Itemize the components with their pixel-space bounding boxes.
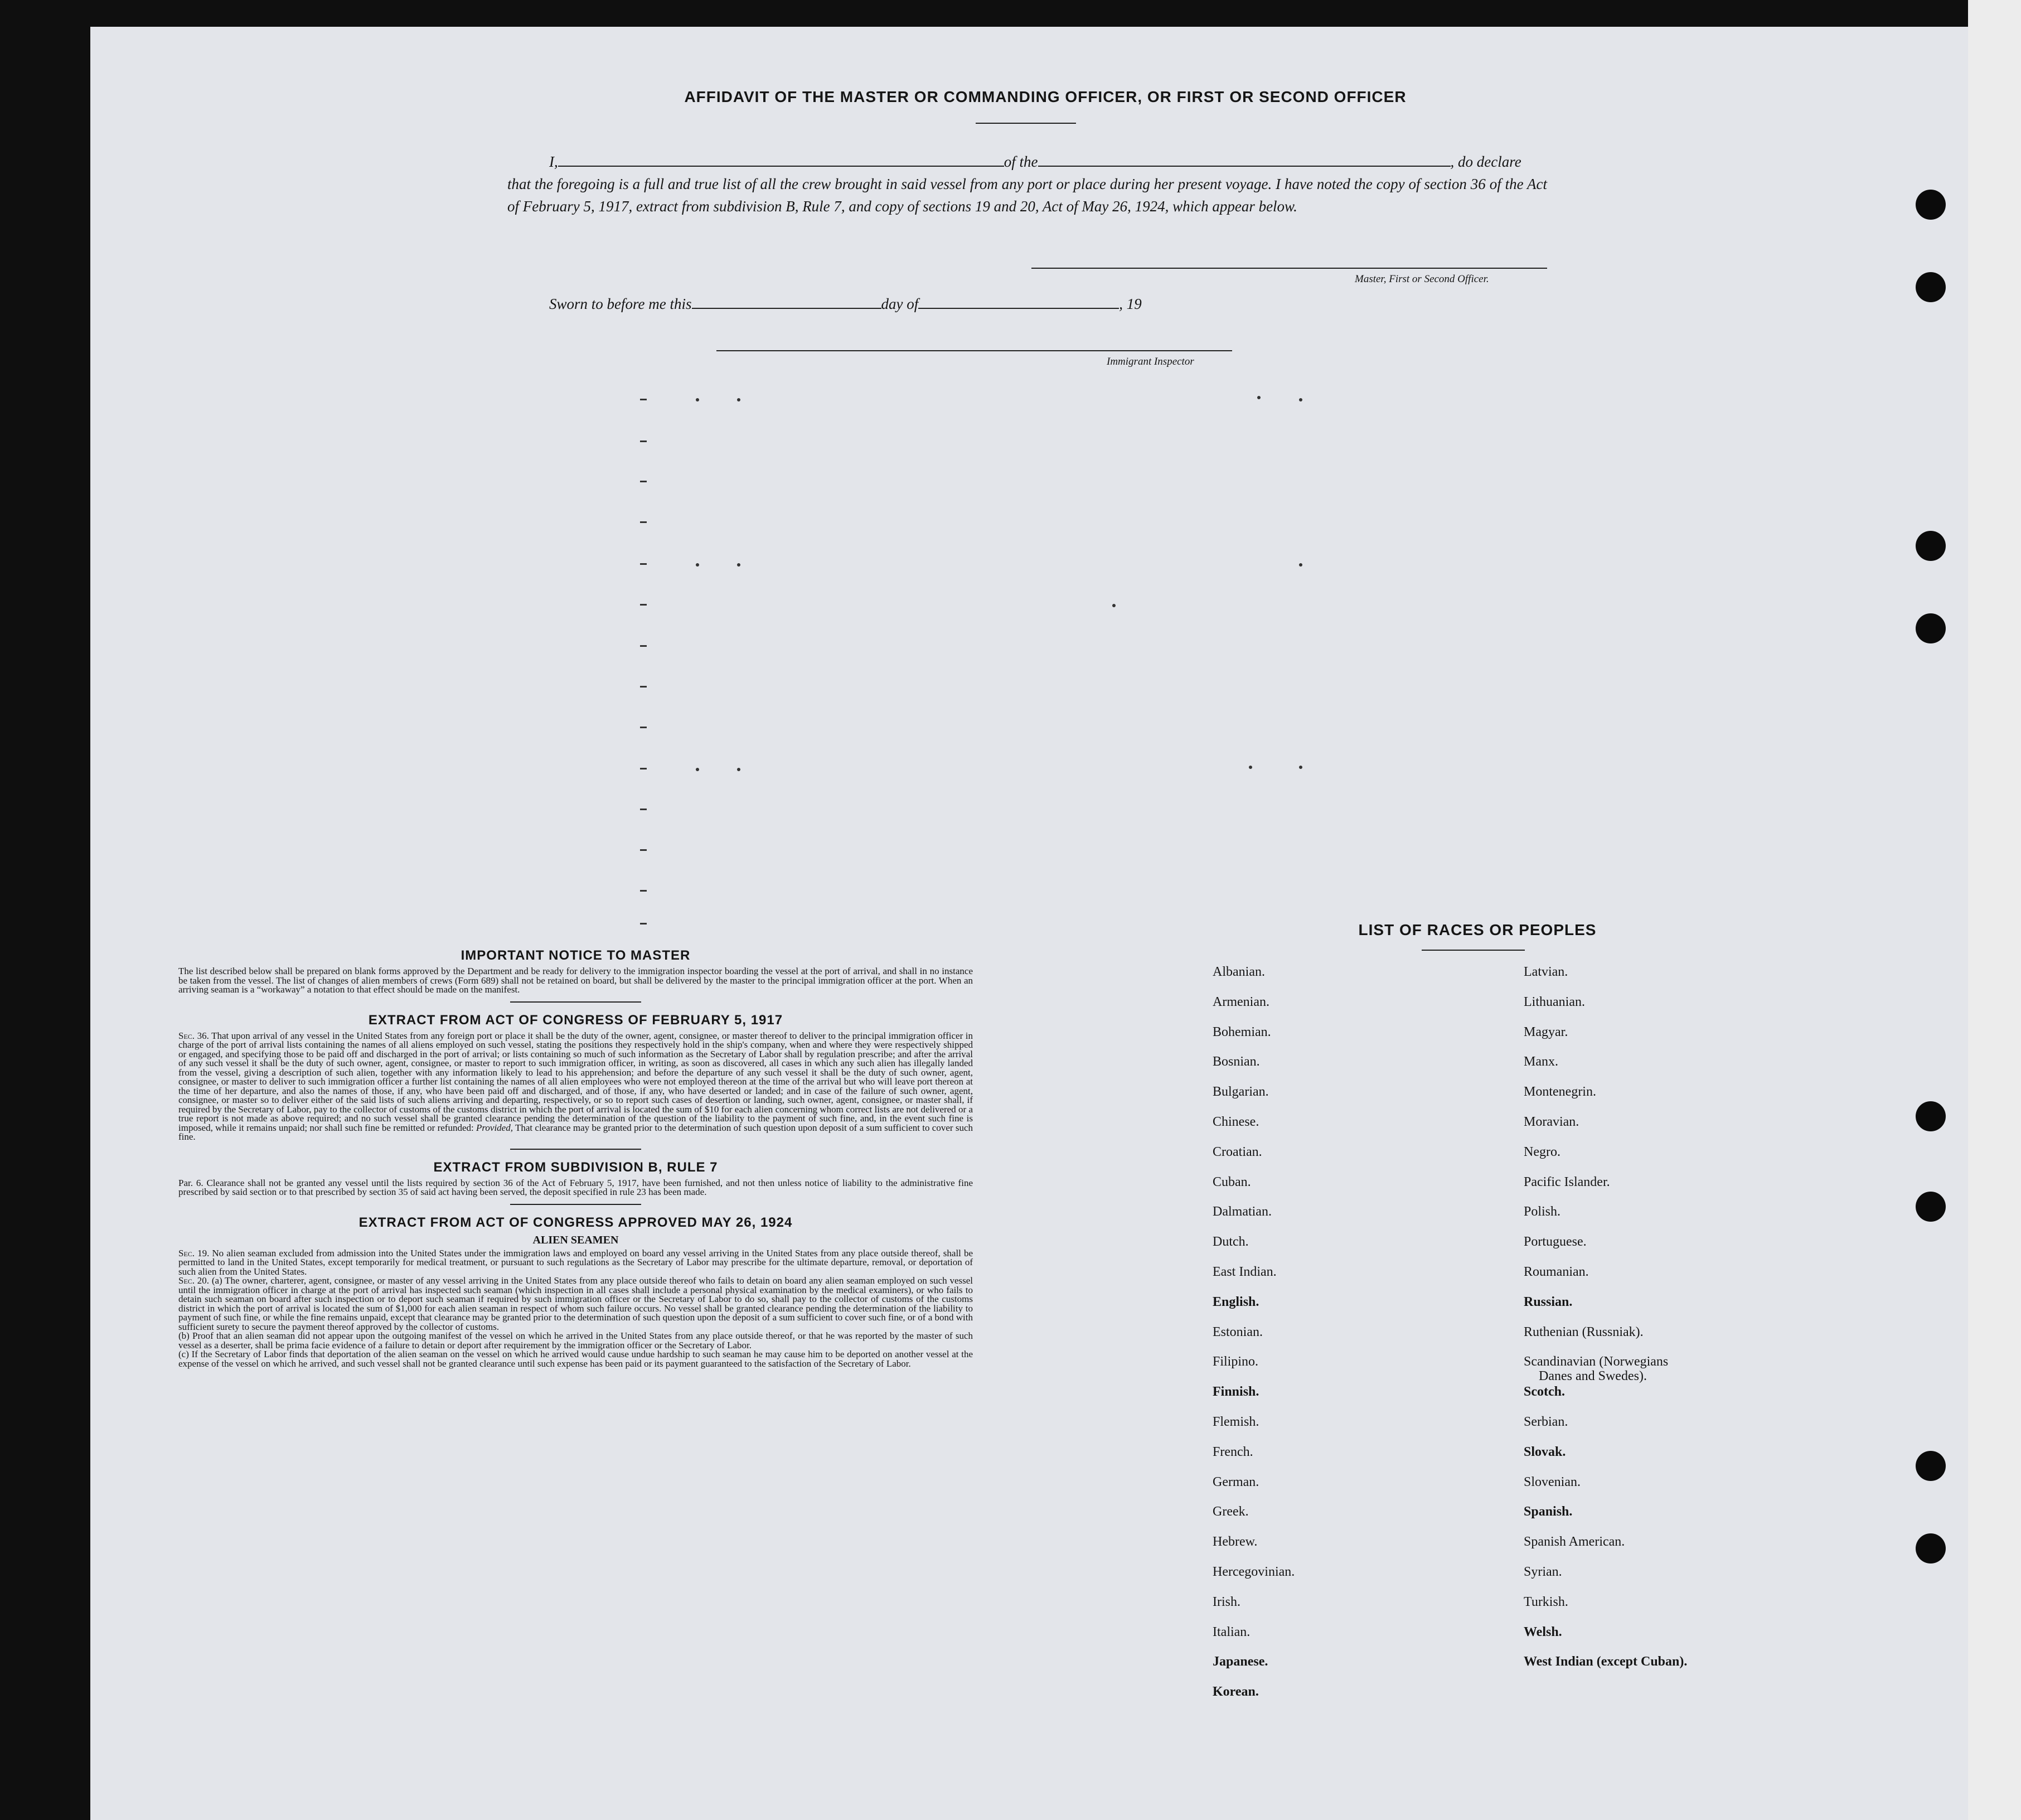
race-item: Chinese. xyxy=(1213,1115,1259,1129)
section-divider xyxy=(510,1149,641,1150)
declaration-text: that the foregoing is a full and true list of all the crew brought in said vessel from any port or place during her present voyage. I have noted the copy of section 36 of the Act of February 5, 1917, extract from subdivision B, Rule 7, and copy of sections 19 and 20, Act of May 26, 1924, which appear below. xyxy=(507,176,1547,215)
race-item: Montenegrin. xyxy=(1524,1085,1596,1100)
year-prefix: , 19 xyxy=(1119,296,1142,312)
race-item: Slovenian. xyxy=(1524,1474,1581,1489)
sworn-statement xyxy=(549,296,1142,313)
title-underline xyxy=(976,123,1076,124)
race-item: Japanese. xyxy=(1213,1654,1268,1669)
right-margin-strip xyxy=(1968,0,2021,1820)
race-item: Bohemian. xyxy=(1213,1024,1271,1039)
form-tick xyxy=(640,441,647,442)
extract-1917-text xyxy=(178,1032,973,1142)
race-item: Lithuanian. xyxy=(1524,994,1585,1009)
race-item: Ruthenian (Russniak). xyxy=(1524,1324,1644,1339)
punch-hole xyxy=(1916,272,1946,302)
form-dot xyxy=(1257,396,1261,399)
notice-text: The list described below shall be prepared on blank forms approved by the Department and be ready for delivery to the immigration inspector boarding the vessel at the port of arrival, and shall in no instance be taken from the vessel. The list of changes of alien members of crews (Form 689) shall not be retained on board, but shall be delivered by the master to the principal immigration officer at the port. When an arriving seaman is a “workaway” a notation to that effect should be made on the manifest. xyxy=(178,966,973,995)
section-divider xyxy=(510,1001,641,1003)
punch-hole xyxy=(1916,531,1946,561)
form-tick xyxy=(640,923,647,924)
race-item: Turkish. xyxy=(1524,1594,1568,1609)
form-tick xyxy=(640,890,647,892)
extract-1917-title: EXTRACT FROM ACT OF CONGRESS OF FEBRUARY 5, 1917 xyxy=(368,1012,783,1028)
sec-20c-text: (c) If the Secretary of Labor finds that deportation of the alien seaman on the vessel on which he arrived would cause undue hardship to such seaman he may cause him to be deported on another vessel at the expense of the vessel on which he arrived, and such vessel shall not be granted clearance until such expense has been paid or its payment guaranteed to the satisfaction of the Secretary of Labor. xyxy=(178,1349,973,1369)
race-item: Manx. xyxy=(1524,1054,1558,1069)
day-of-label: day of xyxy=(881,296,919,312)
form-dot xyxy=(1249,766,1252,769)
form-dot xyxy=(696,563,699,567)
race-item: Welsh. xyxy=(1524,1624,1562,1639)
race-item: Dutch. xyxy=(1213,1235,1249,1250)
race-item: Finnish. xyxy=(1213,1385,1259,1400)
affidavit-title: AFFIDAVIT OF THE MASTER OR COMMANDING OFFICER, OR FIRST OR SECOND OFFICER xyxy=(684,88,1407,105)
sworn-month-field[interactable] xyxy=(918,296,1119,309)
sec-20a-body: (a) The owner, charterer, agent, consignee, or master of any vessel arriving in the United States from any place outside thereof who fails to detain on board any alien seaman employed on such vessel until the immigration officer in charge at the port of arrival has inspected such seaman (which inspection in all cases shall include a personal physical examination by the medical examiners), or who fails to detain such seaman on board after such inspection or to deport such seaman if required by such immigration officer or the Secretary of Labor to do so, shall pay to the collector of customs of the customs district in which the port of arrival is located the sum of $1,000 for each alien seaman in respect of whom such failure occurs. No vessel shall be granted clearance pending the determination of the liability to payment of such fine, or while the fine remains unpaid, except that clearance may be granted prior to the determination of such question upon the deposit of a sum sufficient to cover such fine, or of a bond with sufficient surety to secure the payment thereof approved by the collector of customs. xyxy=(178,1275,973,1332)
punch-hole xyxy=(1916,1192,1946,1222)
punch-hole xyxy=(1916,613,1946,643)
race-item: Dalmatian. xyxy=(1213,1204,1272,1219)
sec-19-text xyxy=(178,1249,973,1277)
race-item: Irish. xyxy=(1213,1594,1240,1609)
sec-20-label: Sec. 20. xyxy=(178,1275,210,1286)
punch-hole xyxy=(1916,1101,1946,1131)
sec-20a-text xyxy=(178,1276,973,1332)
form-tick xyxy=(640,399,647,400)
race-item: Croatian. xyxy=(1213,1144,1262,1159)
race-item: Negro. xyxy=(1524,1144,1560,1159)
race-item: Flemish. xyxy=(1213,1415,1259,1429)
rule-7-title: EXTRACT FROM SUBDIVISION B, RULE 7 xyxy=(433,1159,718,1175)
master-signature-label: Master, First or Second Officer. xyxy=(1355,273,1489,285)
form-tick xyxy=(640,563,647,565)
sec-36-label: Sec. 36. xyxy=(178,1030,209,1041)
race-item: German. xyxy=(1213,1474,1259,1489)
vessel-name-field[interactable] xyxy=(1038,153,1451,167)
race-item: Estonian. xyxy=(1213,1324,1263,1339)
punch-hole xyxy=(1916,1451,1946,1481)
race-item: Bulgarian. xyxy=(1213,1085,1269,1100)
sworn-day-field[interactable] xyxy=(692,296,881,309)
form-tick xyxy=(640,604,647,606)
race-item: Polish. xyxy=(1524,1204,1561,1219)
sec-19-body: No alien seaman excluded from admission into the United States under the immigration laws and employed on board any vessel arriving in the United States from any place outside thereof, shall be permitted to land in the United States, except temporarily for medical treatment, or pursuant to such regulations as the Secretary of Labor may prescribe for the ultimate departure, removal, or deportation of such alien from the United States. xyxy=(178,1247,973,1277)
sec-36-body: That upon arrival of any vessel in the United States from any foreign port or place it shall be the duty of the owner, agent, consignee, or master thereof to deliver to the principal immigration officer in charge of the port of arrival lists containing the names of all aliens employed on such vessel, stating the positions they respectively hold in the ship's company, when and where they were respectively shipped or engaged, and specifying those to be paid off and discharged in the port of arrival; or lists containing so much of such information as the Secretary of Labor shall by regulation prescribe; and after the arrival of any such vessel it shall be the duty of such owner, agent, consignee, or master to report to such immigration officer, in writing, as soon as discovered, all cases in which any such alien has illegally landed from the vessel, giving a description of such alien, together with any information likely to lead to his apprehension; and before the departure of any such vessel it shall be the duty of such owner, agent, consignee, or master to deliver to such immigration officer a further list containing the names of all alien employees who were not employed thereon at the time of the arrival but who will leave port thereon at the time of her departure, and also the names of those, if any, who have been paid off and discharged, and of those, if any, who have deserted or landed; and in case of the failure of such owner, agent, consignee, or master so to deliver either of the said lists of such aliens arriving and departing, respectively, or so to report such cases of desertion or landing, such owner, agent, consignee, or master shall, if required by the Secretary of Labor, pay to the collector of customs of the customs district in which the port of arrival is located the sum of $10 for each alien concerning whom correct lists are not delivered or a true report is not made as above required; and no such vessel shall be granted clearance pending the determination of the question of the liability to the payment of such fine, and, in the event such fine is imposed, while it remains unpaid; nor shall such fine be remitted or refunded: xyxy=(178,1030,973,1133)
race-item: Serbian. xyxy=(1524,1415,1568,1429)
form-tick xyxy=(640,686,647,688)
form-tick xyxy=(640,481,647,482)
rule-7-text: Par. 6. Clearance shall not be granted any vessel until the lists required by section 36 of the Act of February 5, 1917, have been furnished, and not then unless notice of liability to the administrative fine prescribed by said section or to that prescribed by section 35 of said act having been served, the deposit specified in rule 23 has been made. xyxy=(178,1177,973,1197)
form-tick xyxy=(640,521,647,523)
race-item: Magyar. xyxy=(1524,1024,1568,1039)
sworn-prefix: Sworn to before me this xyxy=(549,296,692,312)
affidavit-declaration xyxy=(507,151,1547,217)
form-dot xyxy=(737,398,740,401)
form-tick xyxy=(640,809,647,810)
form-tick xyxy=(640,768,647,769)
race-item: Pacific Islander. xyxy=(1524,1174,1610,1189)
notice-title: IMPORTANT NOTICE TO MASTER xyxy=(461,948,691,963)
race-item: Scotch. xyxy=(1524,1385,1565,1400)
race-item: East Indian. xyxy=(1213,1265,1277,1279)
race-item: Danes and Swedes). xyxy=(1539,1369,1647,1384)
master-signature-line[interactable] xyxy=(1031,268,1547,269)
section-divider xyxy=(510,1204,641,1205)
race-item: Russian. xyxy=(1524,1294,1573,1309)
alien-seamen-subtitle: ALIEN SEAMEN xyxy=(532,1233,619,1246)
race-item: Roumanian. xyxy=(1524,1265,1589,1279)
i-label: I, xyxy=(549,153,558,170)
race-item: Spanish American. xyxy=(1524,1535,1625,1550)
race-item: Syrian. xyxy=(1524,1565,1562,1579)
sec-20b-text: (b) Proof that an alien seaman did not appear upon the outgoing manifest of the vessel on which he arrived in the United States from any place outside thereof, or that he was reported by the master of such vessel as a deserter, shall be prima facie evidence of a failure to detain or deport after requirement by the immigration officer or the Secretary of Labor. xyxy=(178,1330,973,1351)
form-dot xyxy=(1299,766,1302,769)
race-item: Greek. xyxy=(1213,1504,1249,1519)
sec-36-end: That clearance may be granted prior to the determination of such question upon deposit of a sum sufficient to cover such fine. xyxy=(178,1122,973,1142)
race-item: Albanian. xyxy=(1213,965,1265,979)
provided-label: Provided, xyxy=(476,1122,513,1133)
sec-19-label: Sec. 19. xyxy=(178,1247,210,1258)
race-item: Hebrew. xyxy=(1213,1535,1258,1550)
form-dot xyxy=(737,768,740,771)
form-dot xyxy=(737,563,740,567)
form-dot xyxy=(1299,563,1302,567)
race-item: Latvian. xyxy=(1524,965,1568,979)
race-item: Slovak. xyxy=(1524,1444,1566,1459)
race-item: French. xyxy=(1213,1444,1253,1459)
form-tick xyxy=(640,645,647,647)
races-title: LIST OF RACES OR PEOPLES xyxy=(1358,921,1597,938)
race-item: English. xyxy=(1213,1294,1259,1309)
punch-hole xyxy=(1916,190,1946,220)
race-item: Filipino. xyxy=(1213,1354,1259,1369)
race-item: Armenian. xyxy=(1213,994,1269,1009)
race-item: Spanish. xyxy=(1524,1504,1573,1519)
form-dot xyxy=(1112,604,1116,607)
race-item: West Indian (except Cuban). xyxy=(1524,1654,1688,1669)
declarant-line xyxy=(507,151,1547,173)
punch-hole xyxy=(1916,1533,1946,1564)
race-item: Hercegovinian. xyxy=(1213,1565,1295,1579)
inspector-signature-label: Immigrant Inspector xyxy=(1107,356,1194,367)
form-dot xyxy=(696,398,699,401)
extract-1924-title: EXTRACT FROM ACT OF CONGRESS APPROVED MAY 26, 1924 xyxy=(358,1214,793,1230)
race-item: Cuban. xyxy=(1213,1174,1251,1189)
race-item: Korean. xyxy=(1213,1685,1259,1700)
form-tick xyxy=(640,849,647,851)
of-the-label: of the xyxy=(1004,153,1038,170)
races-title-underline xyxy=(1422,950,1525,951)
race-item: Scandinavian (Norwegians xyxy=(1524,1354,1669,1369)
declarant-name-field[interactable] xyxy=(558,153,1004,167)
race-item: Moravian. xyxy=(1524,1115,1579,1129)
form-tick xyxy=(640,727,647,728)
inspector-signature-line[interactable] xyxy=(716,350,1232,351)
race-item: Portuguese. xyxy=(1524,1235,1587,1250)
race-item: Italian. xyxy=(1213,1624,1251,1639)
notice-column xyxy=(178,948,973,1368)
race-item: Bosnian. xyxy=(1213,1054,1260,1069)
do-declare-label: , do declare xyxy=(1450,153,1521,170)
form-dot xyxy=(1299,398,1302,401)
form-dot xyxy=(696,768,699,771)
